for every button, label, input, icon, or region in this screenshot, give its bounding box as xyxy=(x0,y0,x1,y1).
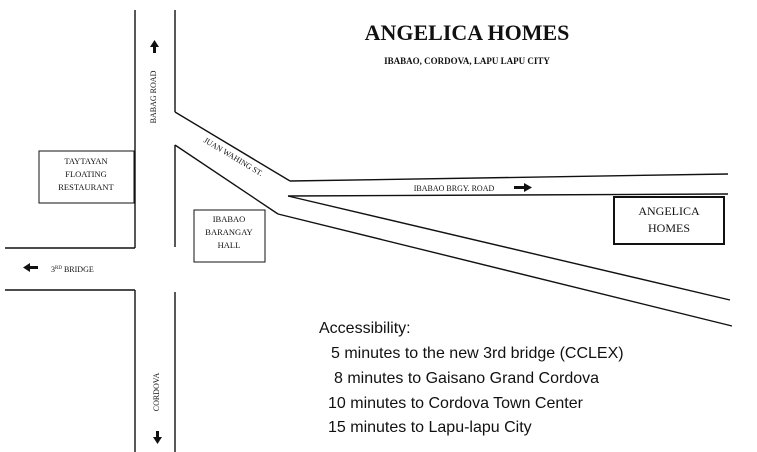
ibabao-brgy-road xyxy=(288,174,728,196)
taytayan-line-1: TAYTAYAN xyxy=(64,156,108,166)
arrow-down-icon xyxy=(153,431,162,444)
accessibility-item: 8 minutes to Gaisano Grand Cordova xyxy=(334,370,600,387)
accessibility-item: 5 minutes to the new 3rd bridge (CCLEX) xyxy=(331,345,624,362)
barangay-hall-line-2: BARANGAY xyxy=(205,227,253,237)
taytayan-restaurant-landmark xyxy=(39,151,134,203)
taytayan-line-2: FLOATING xyxy=(65,169,107,179)
barangay-hall-line-3: HALL xyxy=(217,240,241,250)
cordova-label: CORDOVA xyxy=(152,372,161,412)
juan-wahing-street xyxy=(175,112,290,214)
accessibility-item: 15 minutes to Lapu-lapu City xyxy=(328,419,532,436)
arrow-left-icon xyxy=(23,263,38,272)
accessibility-notes xyxy=(319,320,624,436)
accessibility-item: 10 minutes to Cordova Town Center xyxy=(328,395,583,412)
arrow-up-icon xyxy=(150,40,159,53)
angelica-homes-landmark xyxy=(614,197,724,244)
ibabao-brgy-road-label: IBABAO BRGY. ROAD xyxy=(413,184,495,193)
angelica-homes-line-1: ANGELICA xyxy=(638,204,700,218)
arrow-right-icon xyxy=(514,183,532,192)
juan-wahing-label: JUAN WAHING ST. xyxy=(202,135,265,179)
third-bridge-label: 3RD BRIDGE xyxy=(51,265,94,274)
barangay-hall-line-1: IBABAO xyxy=(212,214,246,224)
angelica-homes-line-2: HOMES xyxy=(647,221,691,235)
map-title: ANGELICA HOMES xyxy=(364,20,570,45)
ibabao-barangay-hall-landmark xyxy=(194,210,265,262)
taytayan-line-3: RESTAURANT xyxy=(58,182,114,192)
accessibility-heading: Accessibility: xyxy=(319,320,411,337)
map-subtitle: IBABAO, CORDOVA, LAPU LAPU CITY xyxy=(384,56,550,66)
babag-road-label: BABAG ROAD xyxy=(149,70,158,124)
